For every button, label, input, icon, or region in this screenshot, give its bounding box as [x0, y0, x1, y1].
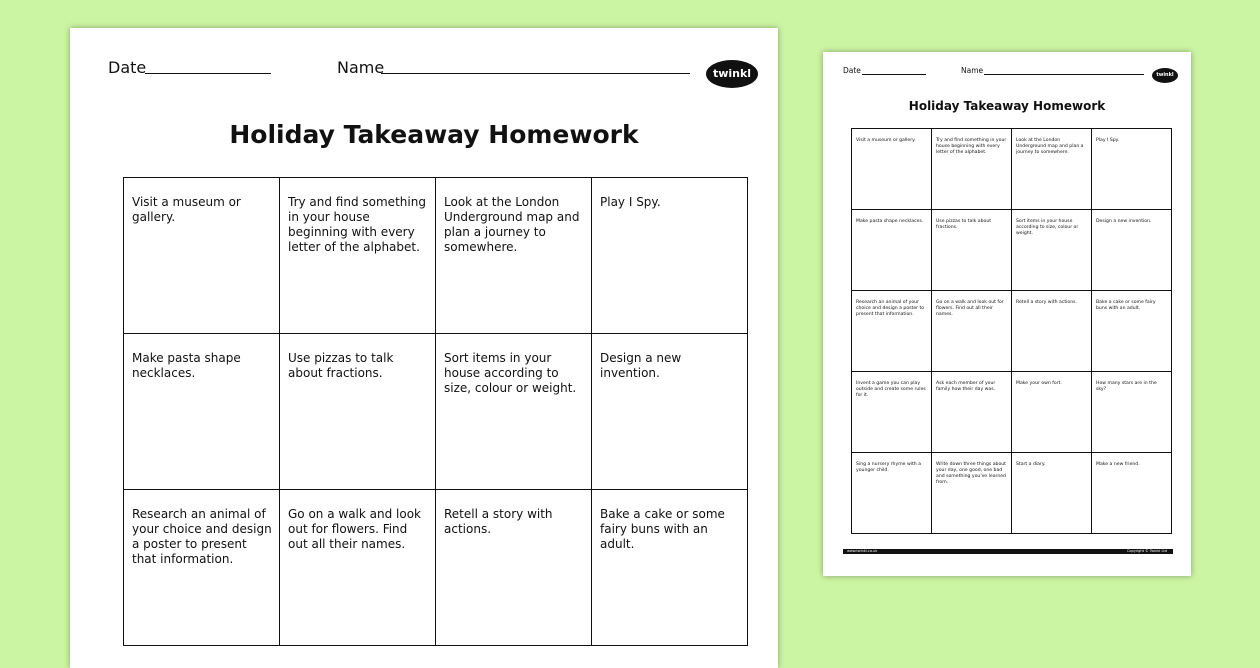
activity-text: Make your own fort.: [1016, 381, 1062, 386]
activity-cell: [932, 372, 1012, 453]
activity-text: Go on a walk and look out for flowers. Find out all their names.: [288, 507, 422, 551]
activity-text: Make pasta shape necklaces.: [132, 351, 241, 380]
activity-cell: [280, 178, 436, 334]
date-label: Date: [843, 66, 861, 75]
activity-text: Make pasta shape necklaces.: [856, 219, 924, 224]
date-line: [145, 73, 271, 74]
activity-cell: [1092, 129, 1172, 210]
activity-grid: [123, 177, 748, 646]
activity-cell: [932, 210, 1012, 291]
footer-copyright: Copyright © Twinkl Ltd: [1126, 549, 1167, 553]
activity-cell: [592, 490, 748, 646]
twinkl-logo: twinkl: [706, 60, 758, 88]
activity-text: Ask each member of your family how their day was.: [936, 381, 996, 392]
activity-cell: [1092, 453, 1172, 534]
activity-cell: [124, 334, 280, 490]
activity-cell: [932, 291, 1012, 372]
activity-text: Retell a story with actions.: [1016, 300, 1077, 305]
activity-cell: [436, 490, 592, 646]
twinkl-logo: twinkl: [1152, 68, 1178, 83]
activity-cell: [1092, 210, 1172, 291]
worksheet-preview: [823, 52, 1191, 576]
activity-cell: [852, 129, 932, 210]
activity-text: Play I Spy.: [600, 195, 661, 209]
activity-text: Use pizzas to talk about fractions.: [288, 351, 394, 380]
activity-cell: [124, 490, 280, 646]
date-label: Date: [108, 58, 147, 77]
activity-text: Sort items in your house according to size, colour or weight.: [444, 351, 577, 395]
activity-cell: [1012, 129, 1092, 210]
activity-cell: [1012, 372, 1092, 453]
activity-cell: [1012, 210, 1092, 291]
activity-text: Invent a game you can play outside and create some rules for it.: [856, 381, 926, 398]
date-line: [862, 74, 926, 75]
activity-text: Bake a cake or some fairy buns with an adult.: [600, 507, 725, 551]
activity-text: Design a new invention.: [600, 351, 682, 380]
activity-cell: [1012, 291, 1092, 372]
activity-cell: [932, 453, 1012, 534]
activity-text: Look at the London Underground map and plan a journey to somewhere.: [1016, 138, 1084, 155]
activity-cell: [852, 453, 932, 534]
activity-cell: [1012, 453, 1092, 534]
name-line: [984, 74, 1144, 75]
activity-grid: [851, 128, 1172, 534]
activity-text: Sort items in your house according to size, colour or weight.: [1016, 219, 1079, 236]
activity-text: Retell a story with actions.: [444, 507, 553, 536]
activity-text: Visit a museum or gallery.: [132, 195, 241, 224]
activity-text: Start a diary.: [1016, 462, 1046, 467]
activity-text: Try and find something in your house beginning with every letter of the alphabet.: [936, 138, 1007, 155]
worksheet-title: Holiday Takeaway Homework: [908, 99, 1106, 113]
worksheet-large: [70, 28, 778, 668]
name-line: [381, 73, 690, 74]
activity-text: Research an animal of your choice and design a poster to present that information.: [856, 300, 925, 317]
activity-text: Visit a museum or gallery.: [856, 138, 916, 143]
activity-cell: [932, 129, 1012, 210]
activity-cell: [436, 178, 592, 334]
activity-cell: [436, 334, 592, 490]
name-label: Name: [961, 66, 984, 75]
activity-text: Sing a nursery rhyme with a younger child.: [856, 462, 921, 473]
footer-website: www.twinkl.co.uk: [847, 549, 878, 553]
activity-text: Design a new invention.: [1096, 219, 1152, 224]
activity-text: Look at the London Underground map and plan a journey to somewhere.: [444, 195, 580, 254]
activity-text: Write down three things about your day, one good, one bad and something you've learned from.: [936, 462, 1006, 485]
activity-text: Go on a walk and look out for flowers. Find out all their names.: [936, 300, 1004, 317]
activity-text: Research an animal of your choice and design a poster to present that information.: [132, 507, 272, 566]
name-label: Name: [337, 58, 385, 77]
activity-cell: [852, 372, 932, 453]
activity-cell: [1092, 291, 1172, 372]
activity-cell: [124, 178, 280, 334]
activity-text: Bake a cake or some fairy buns with an adult.: [1096, 300, 1156, 311]
activity-cell: [280, 334, 436, 490]
activity-text: Make a new friend.: [1096, 462, 1140, 467]
footer-bar: [843, 549, 1173, 554]
activity-text: Play I Spy.: [1096, 138, 1120, 143]
activity-cell: [852, 291, 932, 372]
worksheet-title: Holiday Takeaway Homework: [229, 120, 639, 149]
activity-cell: [592, 334, 748, 490]
activity-text: Try and find something in your house beginning with every letter of the alphabet.: [288, 195, 426, 254]
activity-cell: [280, 490, 436, 646]
activity-text: How many stars are in the sky?: [1096, 381, 1157, 392]
activity-cell: [1092, 372, 1172, 453]
activity-text: Use pizzas to talk about fractions.: [936, 219, 992, 230]
activity-cell: [592, 178, 748, 334]
activity-cell: [852, 210, 932, 291]
